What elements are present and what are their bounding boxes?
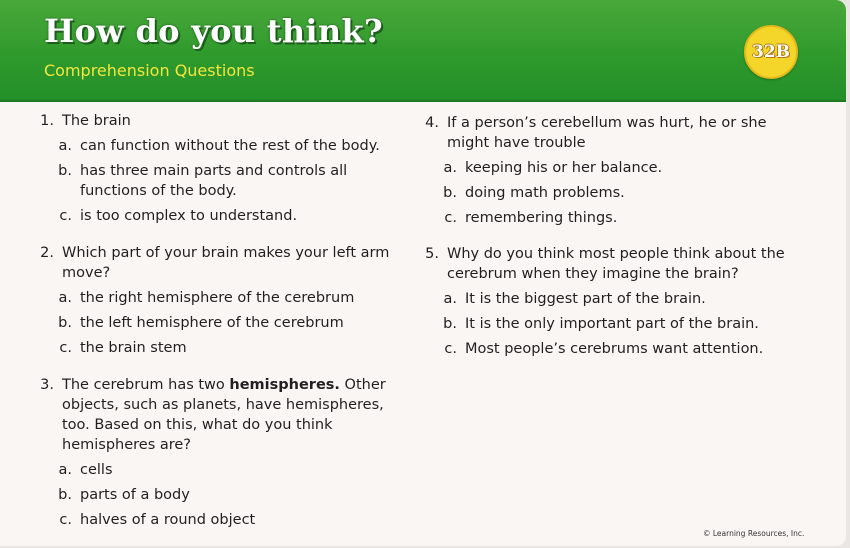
- choice-text: remembering things.: [465, 210, 618, 226]
- question-text-part: The cerebrum has two: [62, 377, 230, 393]
- question-4: [419, 113, 794, 228]
- choice-text: parts of a body: [80, 487, 190, 503]
- answer-choice: [56, 313, 409, 333]
- card-title: How do you think?: [44, 12, 383, 50]
- question-1: [34, 111, 409, 226]
- choice-letter: b.: [58, 487, 72, 503]
- question-text: [62, 375, 409, 455]
- answer-choice: [56, 485, 409, 505]
- question-5: [419, 244, 794, 359]
- choice-text: halves of a round object: [80, 512, 256, 528]
- question-text: The brain: [62, 113, 131, 129]
- copyright-notice: © Learning Resources, Inc.: [703, 529, 805, 538]
- question-text: Which part of your brain makes your left arm move?: [62, 245, 390, 281]
- choice-text: It is the only important part of the brain.: [465, 316, 759, 332]
- choice-letter: c.: [444, 210, 457, 226]
- answer-choice: [441, 339, 794, 359]
- choice-letter: a.: [58, 290, 72, 306]
- answer-choice: [56, 161, 409, 201]
- answer-choice: [56, 338, 409, 358]
- choice-letter: b.: [58, 315, 72, 331]
- question-number: 5.: [425, 246, 439, 262]
- choice-text: the right hemisphere of the cerebrum: [80, 290, 355, 306]
- choice-letter: c.: [59, 208, 72, 224]
- choice-letter: a.: [443, 160, 457, 176]
- choice-text: the brain stem: [80, 340, 187, 356]
- card-header: [0, 0, 846, 102]
- question-text-part: Other objects, such as planets, have hemispheres, too. Based on this, what do you think hemispheres are?: [62, 377, 386, 453]
- choice-letter: c.: [59, 512, 72, 528]
- answer-choice: [56, 206, 409, 226]
- choice-text: It is the biggest part of the brain.: [465, 291, 706, 307]
- answer-choice: [56, 136, 409, 156]
- choice-letter: c.: [59, 340, 72, 356]
- question-number: 3.: [40, 377, 54, 393]
- answer-choice: [441, 158, 794, 178]
- card-number-badge: 32B: [744, 25, 798, 79]
- choice-letter: a.: [58, 138, 72, 154]
- choice-text: can function without the rest of the body.: [80, 138, 380, 154]
- answer-choice: [441, 208, 794, 228]
- answer-choice: [56, 460, 409, 480]
- answer-choice: [441, 314, 794, 334]
- choice-letter: a.: [443, 291, 457, 307]
- choice-text: Most people’s cerebrums want attention.: [465, 341, 764, 357]
- answer-choice: [56, 510, 409, 530]
- answer-choice: [441, 289, 794, 309]
- answer-choice: [56, 288, 409, 308]
- choice-text: is too complex to understand.: [80, 208, 298, 224]
- card-subtitle: Comprehension Questions: [44, 61, 255, 80]
- choice-letter: b.: [443, 316, 457, 332]
- question-number: 4.: [425, 115, 439, 131]
- choice-letter: b.: [443, 185, 457, 201]
- question-text: If a person’s cerebellum was hurt, he or she might have trouble: [447, 115, 767, 151]
- choice-letter: b.: [58, 163, 72, 179]
- question-number: 1.: [40, 113, 54, 129]
- vocabulary-term: hemispheres.: [229, 377, 340, 393]
- choice-letter: a.: [58, 462, 72, 478]
- question-number: 2.: [40, 245, 54, 261]
- choice-text: cells: [80, 462, 113, 478]
- question-2: [34, 243, 409, 358]
- question-text: Why do you think most people think about the cerebrum when they imagine the brain?: [447, 246, 785, 282]
- choice-text: doing math problems.: [465, 185, 625, 201]
- question-3: [34, 375, 409, 530]
- choice-text: keeping his or her balance.: [465, 160, 663, 176]
- choice-text: the left hemisphere of the cerebrum: [80, 315, 344, 331]
- answer-choice: [441, 183, 794, 203]
- choice-text: has three main parts and controls all functions of the body.: [80, 163, 348, 199]
- choice-letter: c.: [444, 341, 457, 357]
